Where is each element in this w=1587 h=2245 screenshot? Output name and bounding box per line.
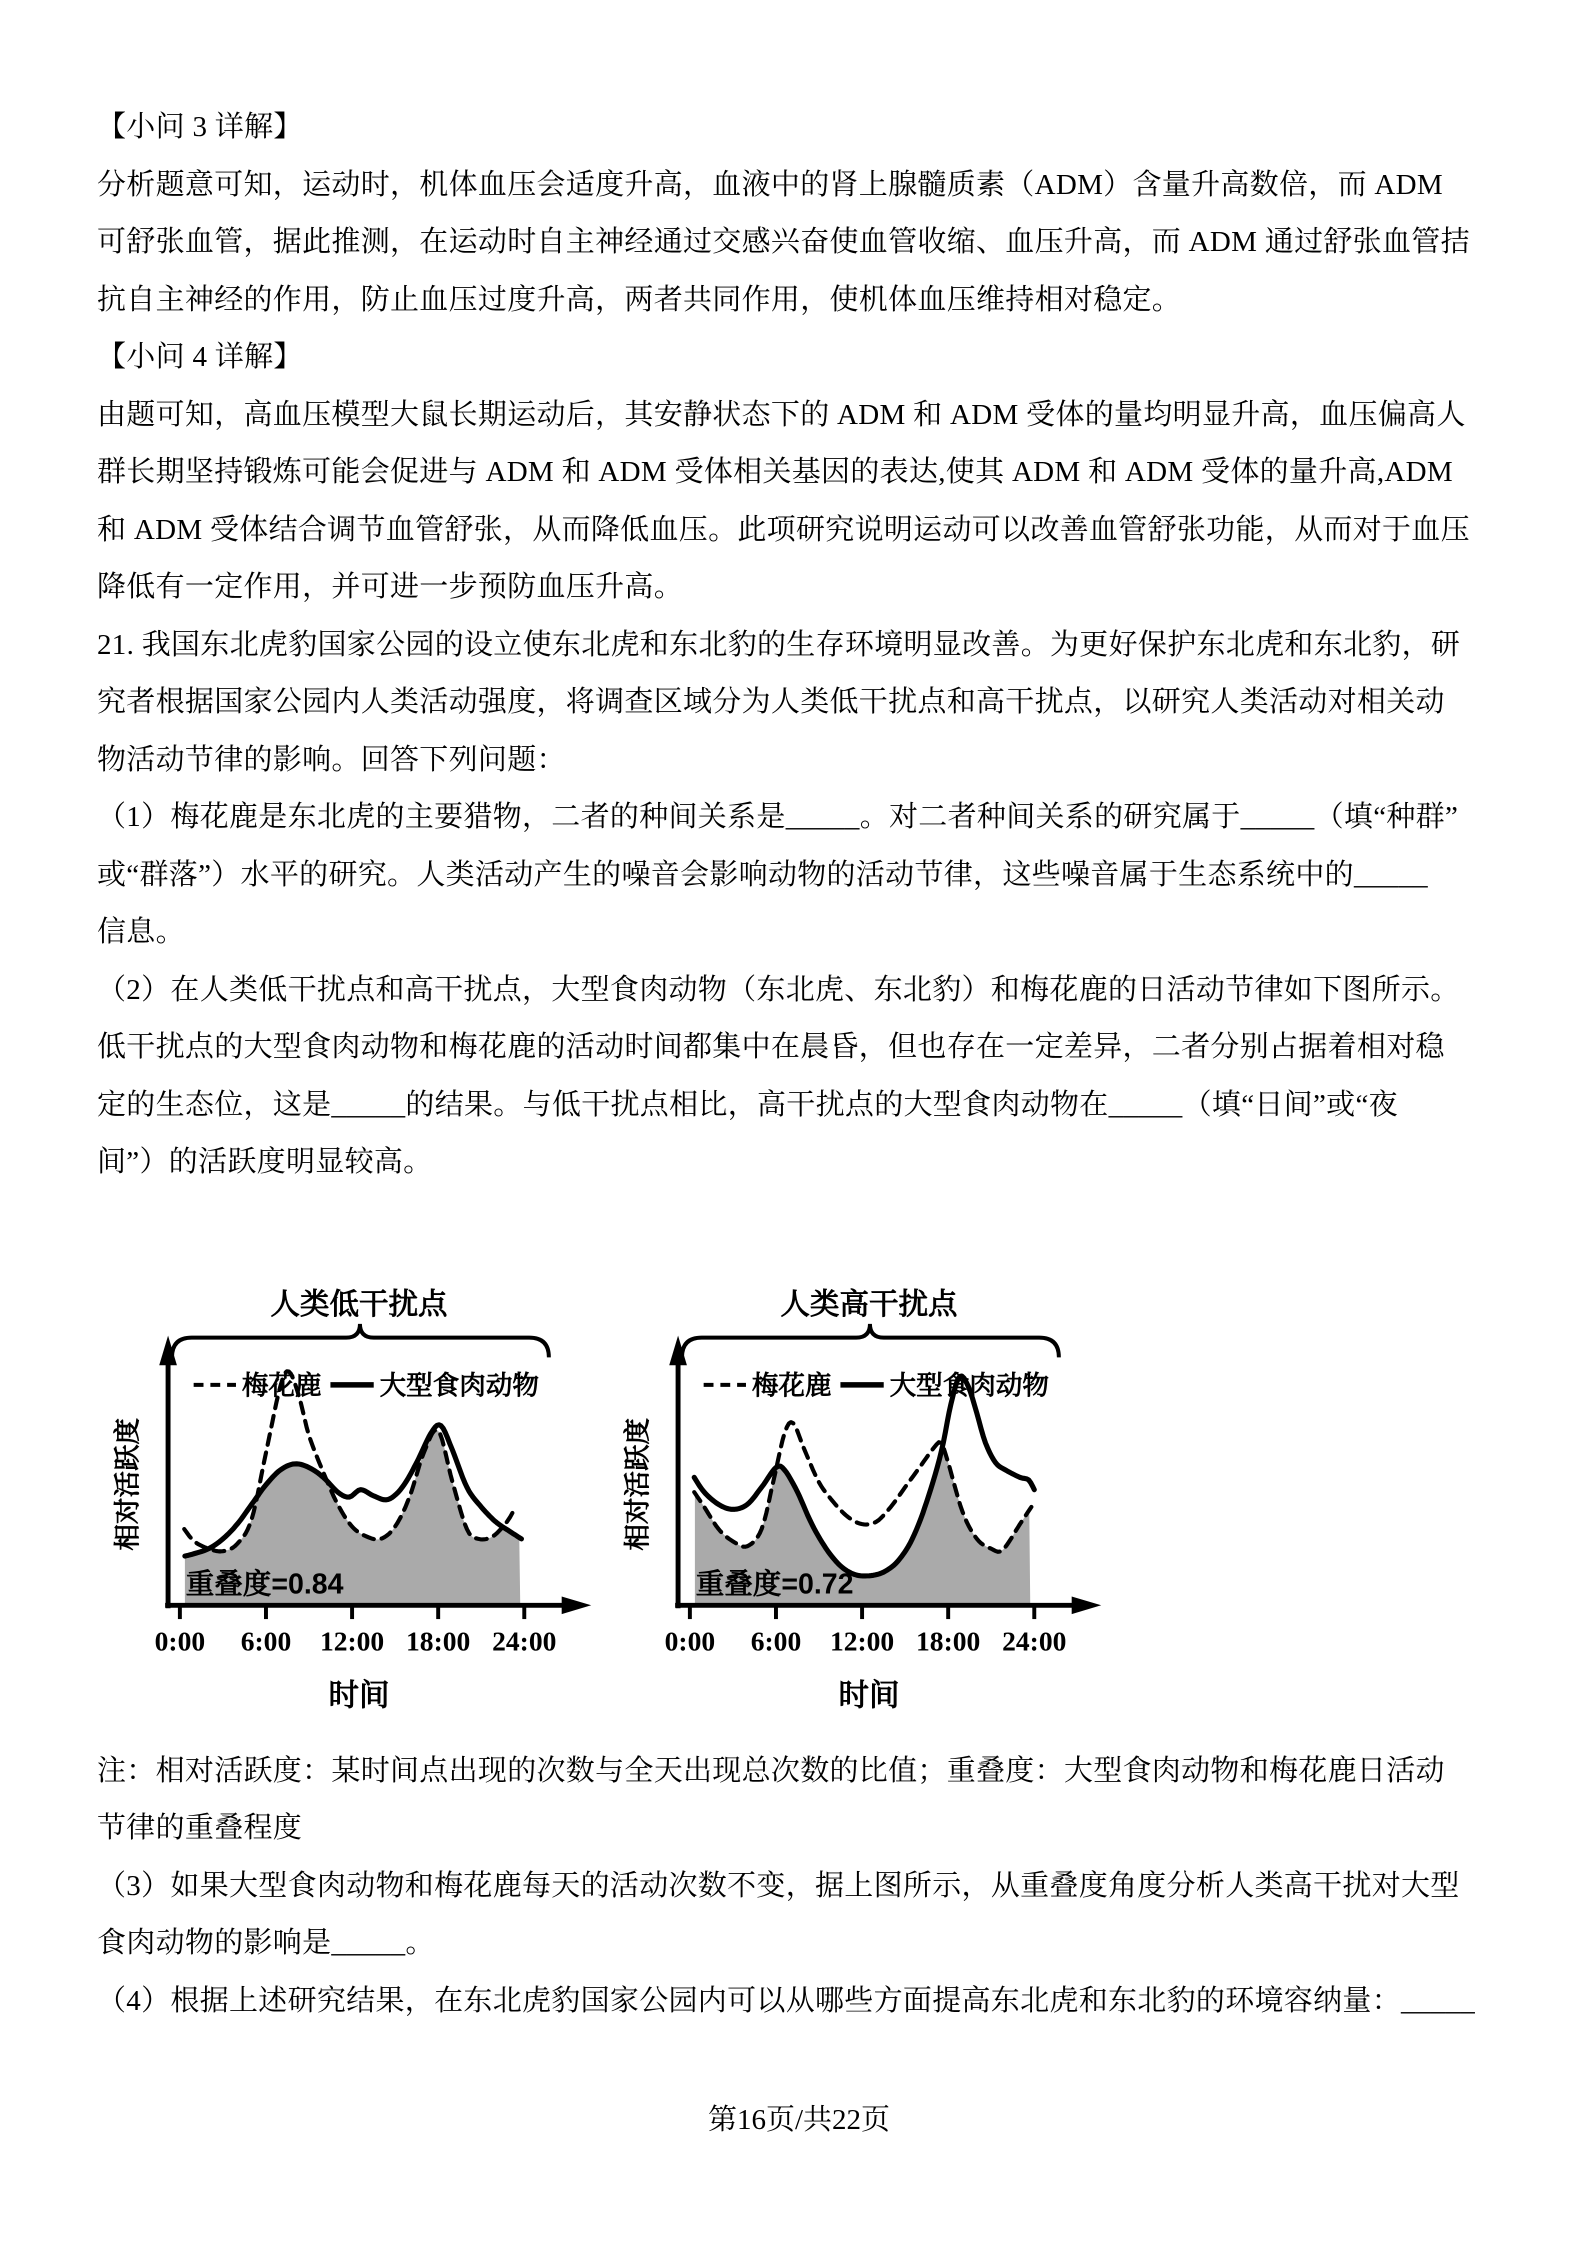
q21-intro-paragraph [97, 617, 1501, 790]
q21-sub2-paragraph [97, 962, 1501, 1192]
y-axis-label: 相对活跃度 [112, 1417, 143, 1551]
text-line: 注：相对活跃度：某时间点出现的次数与全天出现总次数的比值；重叠度：大型食肉动物和梅花鹿日活动 [97, 1754, 1445, 1787]
text-line: （2）在人类低干扰点和高干扰点，大型食肉动物（东北虎、东北豹）和梅花鹿的日活动节律如下图所示。 [97, 973, 1460, 1006]
x-tick-label: 0:00 [154, 1625, 206, 1657]
overlap-value-label: 重叠度=0.72 [695, 1567, 854, 1600]
legend-label-carnivore: 大型食肉动物 [889, 1370, 1049, 1401]
page-number-footer: 第16页/共22页 [707, 2104, 891, 2136]
x-tick-label: 24:00 [492, 1625, 557, 1657]
x-tick-label: 18:00 [406, 1625, 471, 1657]
text-line: 或“群落”）水平的研究。人类活动产生的噪音会影响动物的活动节律，这些噪音属于生态系统中的_____ [97, 858, 1428, 891]
text-line: 低干扰点的大型食肉动物和梅花鹿的活动时间都集中在晨昏，但也存在一定差异，二者分别占据着相对稳 [97, 1031, 1445, 1063]
text-line: 群长期坚持锻炼可能会促进与 ADM 和 ADM 受体相关基因的表达,使其 ADM 和 ADM 受体的量升高,ADM [97, 456, 1453, 488]
chart-title: 人类高干扰点 [780, 1287, 958, 1321]
x-axis-arrow-icon [1072, 1596, 1102, 1614]
activity-rhythm-figure [111, 1277, 1501, 1729]
x-axis-arrow-icon [562, 1596, 592, 1614]
q4-paragraph [97, 387, 1501, 617]
top-brace [172, 1323, 549, 1356]
text-line: （4）根据上述研究结果，在东北虎豹国家公园内可以从哪些方面提高东北虎和东北豹的环境容纳量：_____ [97, 1984, 1476, 2017]
text-line: 21. 我国东北虎豹国家公园的设立使东北虎和东北豹的生存环境明显改善。为更好保护东北虎和东北豹，研 [97, 628, 1461, 661]
legend-label-sika-deer: 梅花鹿 [241, 1370, 322, 1401]
x-tick-label: 12:00 [829, 1625, 895, 1657]
text-line: 食肉动物的影响是_____。 [97, 1927, 435, 1959]
x-tick-label: 6:00 [750, 1625, 802, 1657]
low-disturbance-chart-svg [111, 1277, 603, 1724]
top-brace [682, 1323, 1059, 1356]
overlap-value-label: 重叠度=0.84 [185, 1567, 344, 1600]
text-line: 抗自主神经的作用，防止血压过度升高，两者共同作用，使机体血压维持相对稳定。 [97, 283, 1182, 316]
text-line: 间”）的活跃度明显较高。 [97, 1146, 433, 1178]
text-line: 由题可知，高血压模型大鼠长期运动后，其安静状态下的 ADM 和 ADM 受体的量均明显升高，血压偏高人 [97, 398, 1466, 431]
figure-note-paragraph [97, 1743, 1501, 1858]
text-line: （1）梅花鹿是东北虎的主要猎物，二者的种间关系是_____。对二者种间关系的研究属于_____（填“种群” [97, 801, 1459, 833]
q21-sub1-paragraph [97, 789, 1501, 962]
text-line: 可舒张血管，据此推测，在运动时自主神经通过交感兴奋使血管收缩、血压升高，而 ADM 通过舒张血管拮 [97, 226, 1470, 258]
text-line: 物活动节律的影响。回答下列问题： [97, 743, 566, 776]
q21-sub3-paragraph [97, 1858, 1501, 1973]
x-axis-label: 时间 [328, 1678, 390, 1713]
document-body [97, 99, 1501, 2140]
text-line: 究者根据国家公园内人类活动强度，将调查区域分为人类低干扰点和高干扰点，以研究人类活动对相关动 [97, 686, 1445, 718]
low-disturbance-chart [111, 1277, 603, 1729]
text-line: 定的生态位，这是_____的结果。与低干扰点相比，高干扰点的大型食肉动物在_____（填“日间”或“夜 [97, 1088, 1398, 1121]
text-line: 分析题意可知，运动时，机体血压会适度升高，血液中的肾上腺髓质素（ADM）含量升高数倍，而 ADM [97, 168, 1443, 201]
x-tick-label: 0:00 [664, 1625, 716, 1657]
x-axis-label: 时间 [838, 1678, 900, 1713]
text-line: （3）如果大型食肉动物和梅花鹿每天的活动次数不变，据上图所示，从重叠度角度分析人类高干扰对大型 [97, 1869, 1460, 1902]
q4-heading: 【小问 4 详解】 [97, 341, 303, 373]
q21-sub4-paragraph [97, 1973, 1501, 2031]
chart-title: 人类低干扰点 [270, 1287, 448, 1321]
x-tick-label: 24:00 [1002, 1625, 1067, 1657]
text-line: 降低有一定作用，并可进一步预防血压升高。 [97, 571, 684, 603]
high-disturbance-chart-svg [621, 1277, 1113, 1724]
q3-heading: 【小问 3 详解】 [97, 111, 303, 143]
text-line: 和 ADM 受体结合调节血管舒张，从而降低血压。此项研究说明运动可以改善血管舒张功能，从而对于血压 [97, 513, 1470, 546]
x-tick-label: 12:00 [319, 1625, 385, 1657]
sika-deer-curve [694, 1422, 1031, 1552]
high-disturbance-chart [621, 1277, 1113, 1729]
legend-label-sika-deer: 梅花鹿 [751, 1370, 832, 1401]
x-tick-label: 18:00 [916, 1625, 981, 1657]
x-tick-label: 6:00 [240, 1625, 292, 1657]
legend-label-carnivore: 大型食肉动物 [379, 1370, 539, 1401]
text-line: 节律的重叠程度 [97, 1812, 303, 1844]
q3-paragraph [97, 157, 1501, 330]
y-axis-label: 相对活跃度 [622, 1417, 653, 1551]
text-line: 信息。 [97, 916, 185, 948]
